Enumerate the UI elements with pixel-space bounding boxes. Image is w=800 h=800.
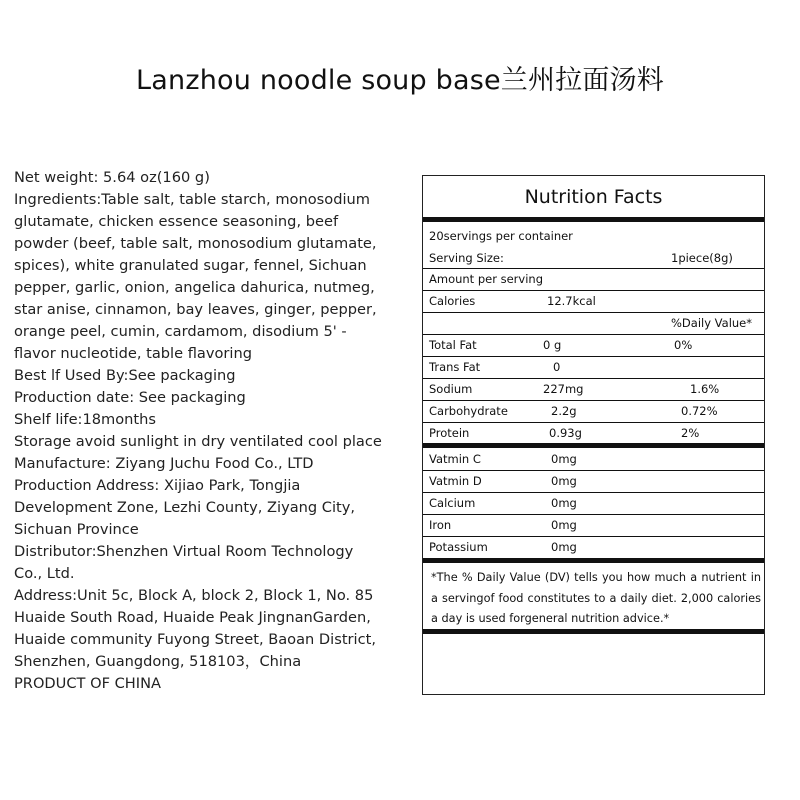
divider-thick: [423, 558, 764, 563]
detail-line: pepper, garlic, onion, angelica dahurica, nutmeg,: [14, 279, 375, 296]
detail-line: orange peel, cumin, cardamom, disodium 5' -: [14, 323, 347, 340]
nutrient-amount: 2.2g: [551, 404, 577, 418]
vitamin-row: [423, 514, 764, 536]
servings-per-container: 20servings per container: [429, 229, 573, 243]
serving-size-row: [423, 247, 764, 269]
vitamin-row: [423, 448, 764, 470]
divider-thick: [423, 629, 764, 634]
nutrient-name: Calcium: [429, 496, 476, 510]
nutrient-amount: 0mg: [551, 496, 577, 510]
nutrient-dv: 0.72%: [681, 404, 718, 418]
nutrient-row: [423, 356, 764, 378]
serving-size-label: Serving Size:: [429, 251, 504, 265]
detail-line: Huaide South Road, Huaide Peak JingnanGarden,: [14, 609, 371, 626]
nutrient-dv: 1.6%: [690, 382, 720, 396]
nutrient-amount: 0mg: [551, 452, 577, 466]
detail-line: Huaide community Fuyong Street, Baoan District,: [14, 631, 376, 648]
nutrient-name: Vatmin D: [429, 474, 482, 488]
nutrient-amount: 227mg: [543, 382, 584, 396]
detail-line: Best lf Used By:See packaging: [14, 367, 236, 384]
nutrient-name: Carbohydrate: [429, 404, 508, 418]
daily-value-header: %Daily Value*: [671, 316, 753, 330]
detail-line: Co., Ltd.: [14, 565, 75, 582]
detail-line: Storage avoid sunlight in dry ventilated cool place: [14, 433, 382, 450]
detail-line: Production Address: Xijiao Park, Tongjia: [14, 477, 301, 494]
nutrient-row: [423, 378, 764, 400]
nutrient-row: [423, 400, 764, 422]
vitamin-row: [423, 470, 764, 492]
serving-size-value: 1piece(8g): [671, 251, 733, 265]
nutrient-name: Sodium: [429, 382, 473, 396]
nutrient-amount: 0.93g: [549, 426, 582, 440]
nutrient-name: Protein: [429, 426, 470, 440]
nutrient-amount: 0mg: [551, 474, 577, 488]
detail-line: Sichuan Province: [14, 521, 139, 538]
nutrient-dv: 0%: [674, 338, 693, 352]
detail-line: Manufacture: Ziyang Juchu Food Co., LTD: [14, 455, 314, 472]
detail-line: Distributor:Shenzhen Virtual Room Technology: [14, 543, 354, 560]
calories-label: Calories: [429, 294, 476, 308]
nutrient-name: Potassium: [429, 540, 488, 554]
nutrient-amount: 0mg: [551, 518, 577, 532]
nutrient-name: Total Fat: [429, 338, 477, 352]
nutrient-amount: 0: [553, 360, 561, 374]
detail-line: Shelf life:18months: [14, 411, 157, 428]
amount-per-serving: Amount per serving: [429, 272, 543, 286]
calories-value: 12.7kcal: [547, 294, 596, 308]
nutrient-name: Vatmin C: [429, 452, 481, 466]
detail-line: Address:Unit 5c, Block A, block 2, Block 1, No. 85: [14, 587, 374, 604]
nutrient-amount: 0 g: [543, 338, 562, 352]
detail-line: star anise, cinnamon, bay leaves, ginger, pepper,: [14, 301, 377, 318]
detail-line: Shenzhen, Guangdong, 518103，China: [14, 653, 302, 670]
nutrient-name: Iron: [429, 518, 452, 532]
detail-line: Net weight: 5.64 oz(160 g): [14, 169, 210, 186]
vitamin-row: [423, 492, 764, 514]
detail-line: Ingredients:Table salt, table starch, monosodium: [14, 191, 370, 208]
nutrient-row: [423, 422, 764, 444]
daily-value-header-row: [423, 312, 764, 334]
amount-per-serving-row: [423, 268, 764, 290]
detail-line: Production date: See packaging: [14, 389, 246, 406]
detail-line: spices), white granulated sugar, fennel, Sichuan: [14, 257, 367, 274]
nutrition-facts-panel: [422, 175, 765, 695]
nutrition-facts-heading: Nutrition Facts: [524, 186, 663, 208]
servings-row: [423, 225, 764, 247]
divider-thick: [423, 217, 764, 222]
vitamin-row: [423, 536, 764, 558]
detail-line: powder (beef, table salt, monosodium glutamate,: [14, 235, 377, 252]
nutrient-row: [423, 334, 764, 356]
nutrient-name: Trans Fat: [429, 360, 481, 374]
detail-line: PRODUCT OF CHINA: [14, 675, 161, 692]
calories-row: [423, 290, 764, 312]
detail-line: Development Zone, Lezhi County, Ziyang City,: [14, 499, 356, 516]
nutrient-dv: 2%: [681, 426, 700, 440]
product-details: [14, 167, 409, 695]
product-title: Lanzhou noodle soup base兰州拉面汤料: [136, 65, 664, 96]
detail-line: flavor nucleotide, table flavoring: [14, 345, 252, 362]
daily-value-footnote: *The % Daily Value (DV) tells you how much a nutrient in a servingof food constitutes to a daily diet. 2,000 calories a day is used forgeneral nutrition advice.*: [431, 571, 761, 625]
detail-line: glutamate, chicken essence seasoning, beef: [14, 213, 339, 230]
nutrient-amount: 0mg: [551, 540, 577, 554]
